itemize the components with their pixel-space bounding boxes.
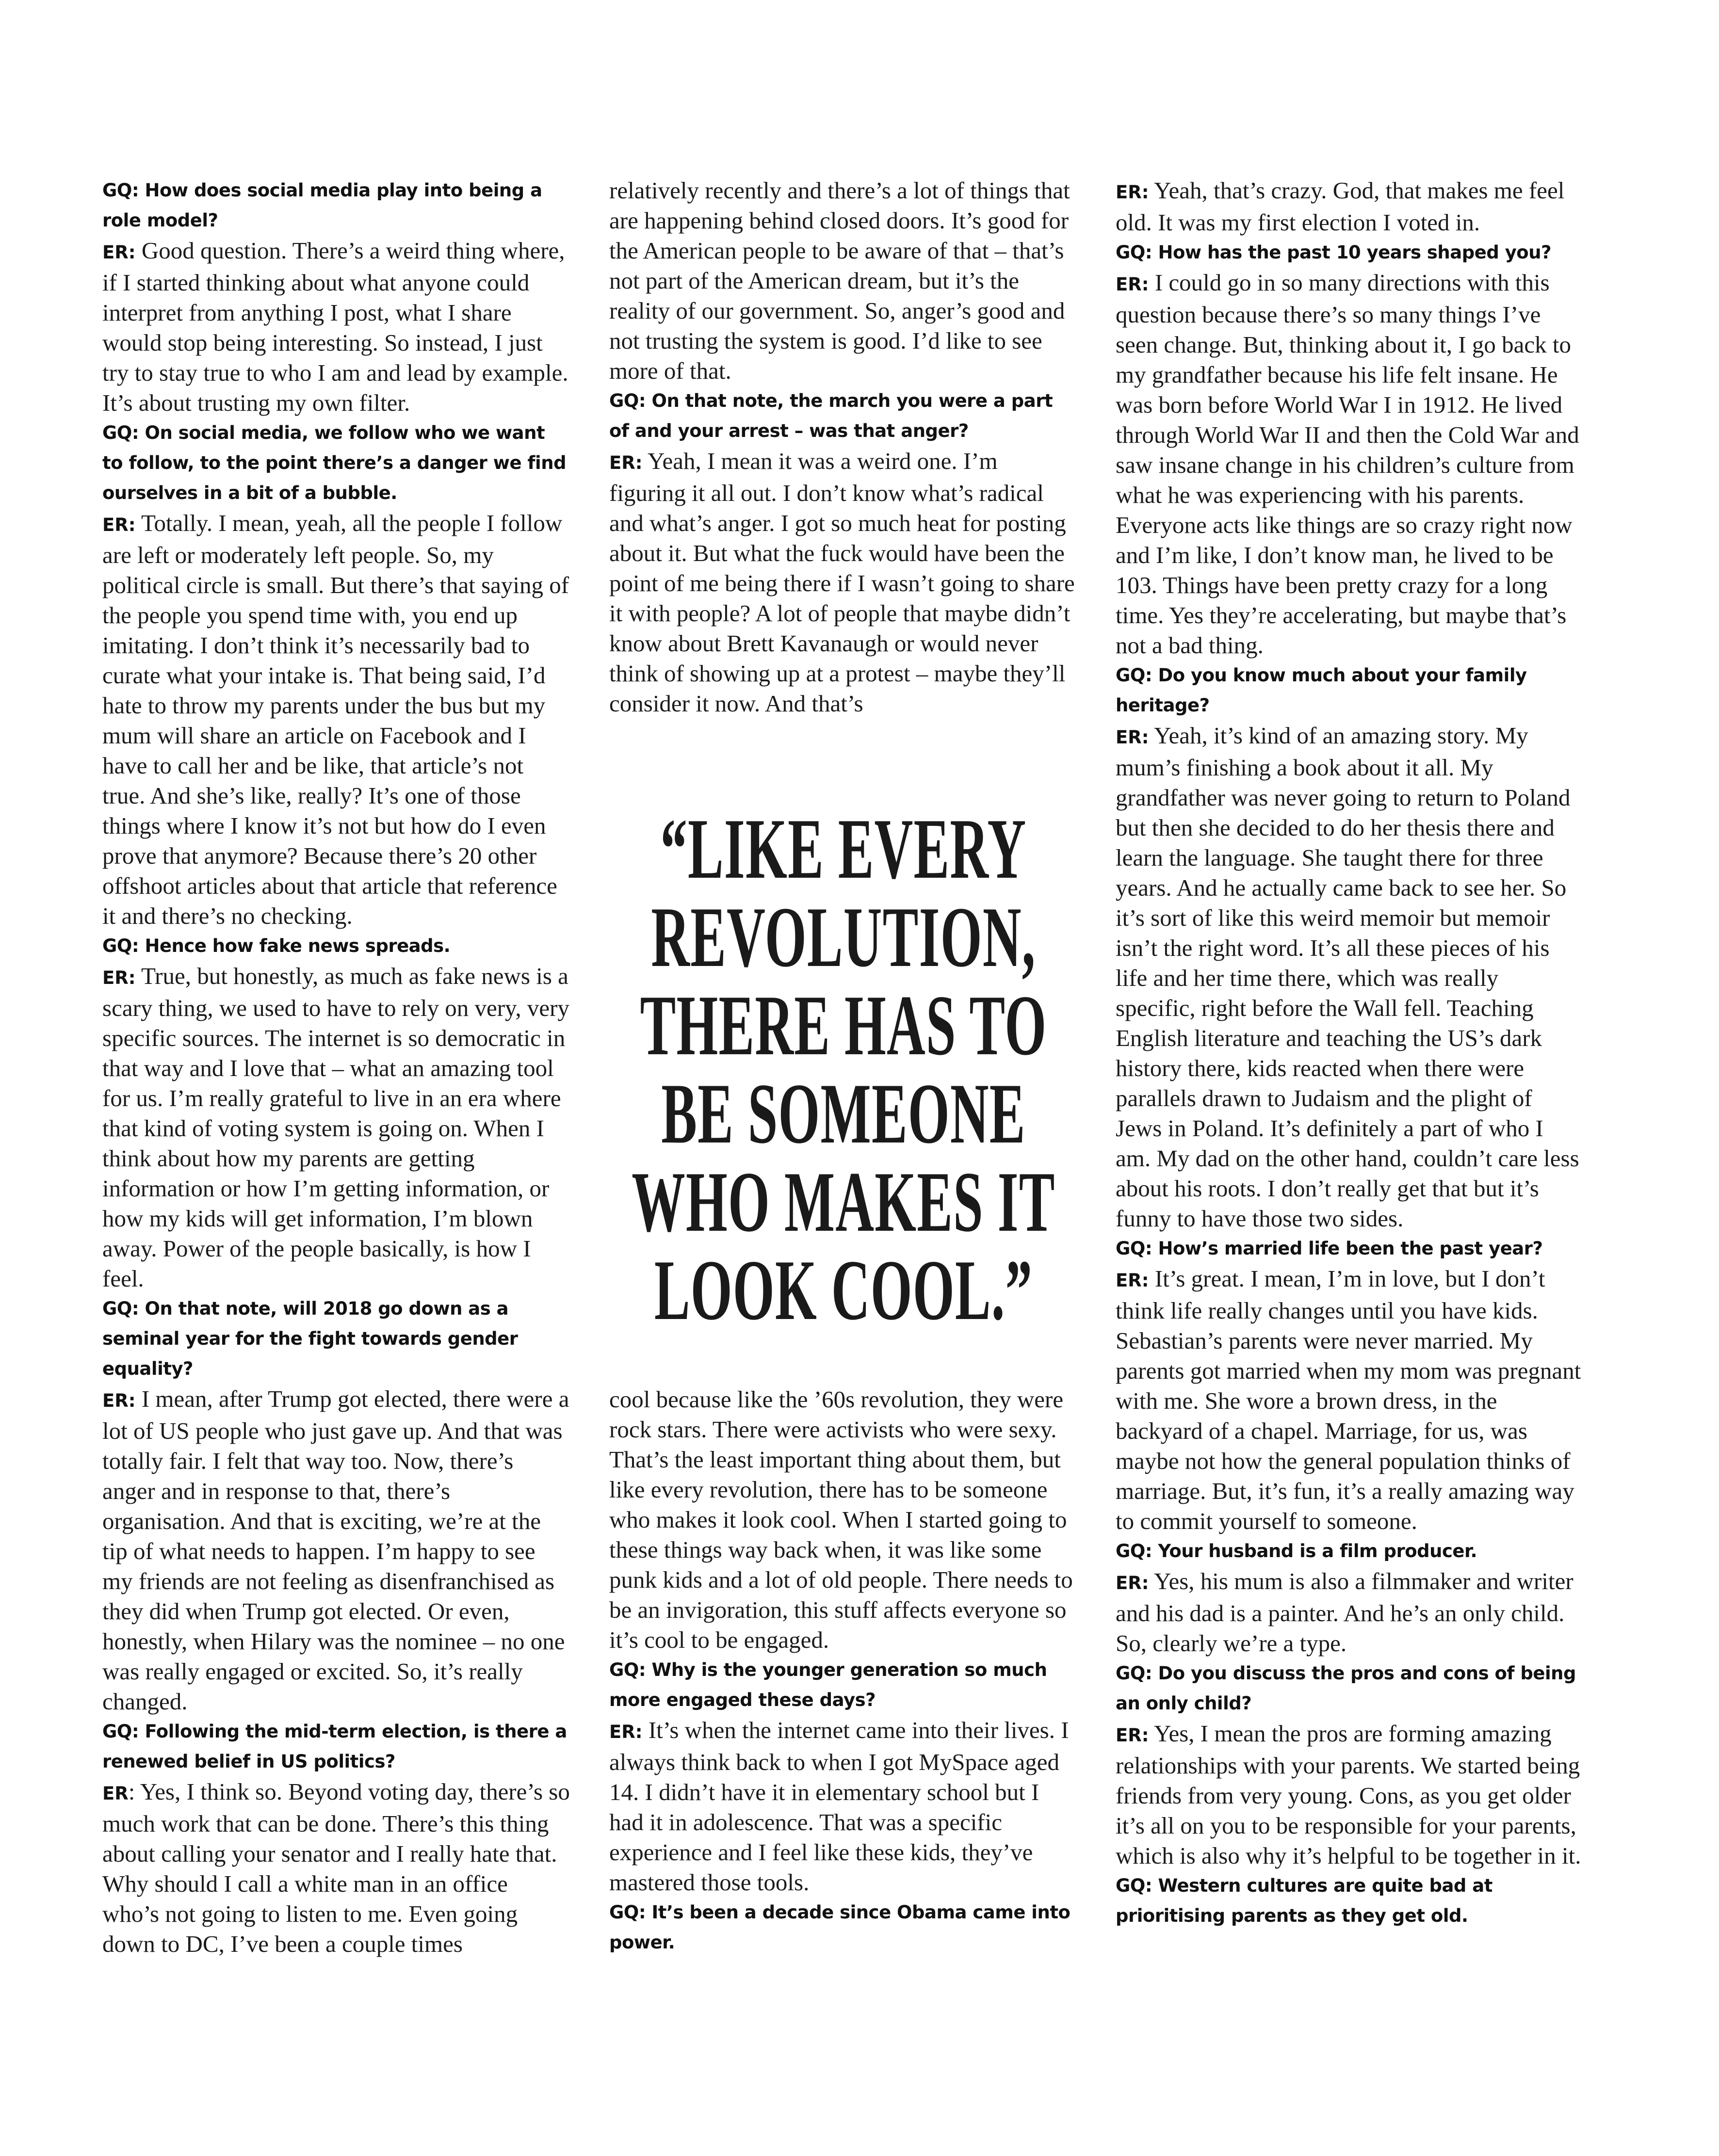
speaker-label: ER [102,1783,129,1804]
speaker-label: ER: [1116,727,1149,748]
answer-text: It’s when the internet came into their lives. I always think back to when I got MySpace aged 14. I didn’t have it in elementary school but I had it in adolescence. That was a specific experience and I feel like these kids, they’ve mastered those tools. [609,1717,1069,1896]
question: GQ: Why is the younger generation so much more engaged these days? [609,1659,1047,1710]
question: GQ: How does social media play into being a role model? [102,180,542,231]
answer [102,1777,570,1959]
answer-text: cool because like the ’60s revolution, they were rock stars. There were activists who were sexy. That’s the least important thing about them, but like every revolution, there has to be someone who makes it look cool. When I started going to these things way back when, it was like some punk kids and a lot of old people. There needs to be an invigoration, this stuff affects everyone so it’s cool to be engaged. [609,1386,1073,1653]
column-right [1116,176,1584,1931]
answer [609,1715,1077,1898]
column-middle-top [609,176,1077,719]
speaker-label: ER: [102,242,136,263]
speaker-label: ER: [1116,274,1149,295]
question: GQ: Hence how fake news spreads. [102,935,451,956]
answer-text: I could go in so many directions with this question because there’s so many things I’ve seen change. But, thinking about it, I go back to my grandfather because his life felt insane. He was born before World War I in 1912. He lived through World War II and then the Cold War and saw insane change in his children’s culture from what he was experiencing with his parents. Everyone acts like things are so crazy right now and I’m like, I don’t know man, he lived to be 103. Things have been pretty crazy for a long time. Yes they’re accelerating, but maybe that’s not a bad thing. [1116,269,1579,659]
answer-text: relatively recently and there’s a lot of things that are happening behind closed doors. It’s good for the American people to be aware of that – that’s not part of the American dream, but it’s the reality of our government. So, anger’s good and not trusting the system is good. I’d like to see more of that. [609,177,1070,384]
pull-quote-text: “LIKE EVERY REVOLUTION, THERE HAS TO BE SOMEONE WHO MAKES IT LOOK COOL.” [631,801,1055,1338]
question: GQ: Western cultures are quite bad at prioritising parents as they get old. [1116,1875,1492,1926]
pull-quote [609,776,1077,1363]
speaker-label: ER: [1116,1573,1149,1593]
answer-text: Yeah, I mean it was a weird one. I’m figuring it all out. I don’t know what’s radical and what’s anger. I got so much heat for posting about it. But what the fuck would have been the point of me being there if I wasn’t going to share it with people? A lot of people that maybe didn’t know about Brett Kavanaugh or would never think of showing up at a protest – maybe they’ll consider it now. And that’s [609,448,1075,717]
answer-text: Yeah, that’s crazy. God, that makes me feel old. It was my first election I voted in. [1116,177,1565,236]
answer-text: I mean, after Trump got elected, there were a lot of US people who just gave up. And that was totally fair. I felt that way too. Now, there’s anger and in response to that, there’s organisation. And that is exciting, we’re at the tip of what needs to happen. I’m happy to see my friends are not feeling as disenfranchised as they did when Trump got elected. Or even, honestly, when Hilary was the nominee – no one was really engaged or excited. So, it’s really changed. [102,1385,569,1715]
question: GQ: It’s been a decade since Obama came into power. [609,1902,1070,1953]
answer [1116,176,1584,238]
answer-text: Yeah, it’s kind of an amazing story. My mum’s finishing a book about it all. My grandfather was never going to return to Poland but then she decided to do her thesis there and learn the language. She taught there for three years. And he actually came back to see her. So it’s sort of like this weird memoir but memoir isn’t the right word. It’s all these pieces of his life and her time there, which was really specific, right before the Wall fell. Teaching English literature and teaching the US’s dark history there, kids reacted when there were parallels drawn to Judaism and the plight of Jews in Poland. It’s definitely a part of who I am. My dad on the other hand, couldn’t care less about his roots. I don’t really get that but it’s funny to have those two sides. [1116,722,1579,1232]
column-left [102,176,570,1959]
answer [1116,1719,1584,1871]
speaker-label: ER: [102,515,136,535]
answer [1116,268,1584,660]
question: GQ: Do you discuss the pros and cons of being an only child? [1116,1663,1576,1714]
answer [102,236,570,418]
question: GQ: How’s married life been the past year? [1116,1238,1543,1259]
answer [102,508,570,931]
column-middle-bottom [609,1384,1077,1958]
answer-continued [609,1384,1077,1655]
speaker-label: ER: [1116,1725,1149,1746]
answer [102,1384,570,1717]
answer-continued [609,176,1077,386]
answer [609,446,1077,719]
question: GQ: Do you know much about your family heritage? [1116,665,1527,716]
answer [102,961,570,1294]
answer-text: True, but honestly, as much as fake news is a scary thing, we used to have to rely on very, very specific sources. The internet is so democratic in that way and I love that – what an amazing tool for us. I’m really grateful to live in an era where that kind of voting system is going on. When I think about how my parents are getting information or how I’m getting information, or how my kids will get information, I’m blown away. Power of the people basically, is how I feel. [102,963,569,1292]
answer-text: Yes, his mum is also a filmmaker and writer and his dad is a painter. And he’s an only child. So, clearly we’re a type. [1116,1568,1573,1657]
speaker-label: ER: [102,1390,136,1411]
answer [1116,1566,1584,1658]
question: GQ: On that note, will 2018 go down as a seminal year for the fight towards gender equality? [102,1298,518,1379]
question: GQ: On that note, the march you were a part of and your arrest – was that anger? [609,390,1053,441]
answer [1116,721,1584,1234]
speaker-label: ER: [102,967,136,988]
question: GQ: On social media, we follow who we want to follow, to the point there’s a danger we find ourselves in a bit of a bubble. [102,422,567,503]
question: GQ: How has the past 10 years shaped you? [1116,242,1552,263]
question: GQ: Your husband is a film producer. [1116,1541,1477,1561]
answer-text: It’s great. I mean, I’m in love, but I don’t think life really changes until you have kids. Sebastian’s parents were never married. My parents got married when my mom was pregnant with me. She wore a brown dress, in the backyard of a chapel. Marriage, for us, was maybe not how the general population thinks of marriage. But, it’s fun, it’s a really amazing way to commit yourself to someone. [1116,1265,1581,1534]
speaker-label: ER: [1116,1270,1149,1291]
answer-text: : Yes, I think so. Beyond voting day, there’s so much work that can be done. There’s this thing about calling your senator and I really hate that. Why should I call a white man in an office who’s not going to listen to me. Even going down to DC, I’ve been a couple times [102,1778,570,1957]
question: GQ: Following the mid-term election, is there a renewed belief in US politics? [102,1721,567,1772]
answer [1116,1264,1584,1536]
answer-text: Totally. I mean, yeah, all the people I follow are left or moderately left people. So, my political circle is small. But there’s that saying of the people you spend time with, you end up imitating. I don’t think it’s necessarily bad to curate what your intake is. That being said, I’d hate to throw my parents under the bus but my mum will share an article on Facebook and I have to call her and be like, that article’s not true. And she’s like, really? It’s one of those things where I know it’s not but how do I even prove that anymore? Because there’s 20 other offshoot articles about that article that reference it and there’s no checking. [102,510,569,929]
answer-text: Yes, I mean the pros are forming amazing relationships with your parents. We started being friends from very young. Cons, as you get older it’s all on you to be responsible for your parents, which is also why it’s helpful to be together in it. [1116,1720,1581,1869]
speaker-label: ER: [609,1722,643,1742]
speaker-label: ER: [1116,182,1149,203]
speaker-label: ER: [609,452,643,473]
answer-text: Good question. There’s a weird thing where, if I started thinking about what anyone could interpret from anything I post, what I share would stop being interesting. So instead, I just try to stay true to who I am and lead by example. It’s about trusting my own filter. [102,237,568,416]
